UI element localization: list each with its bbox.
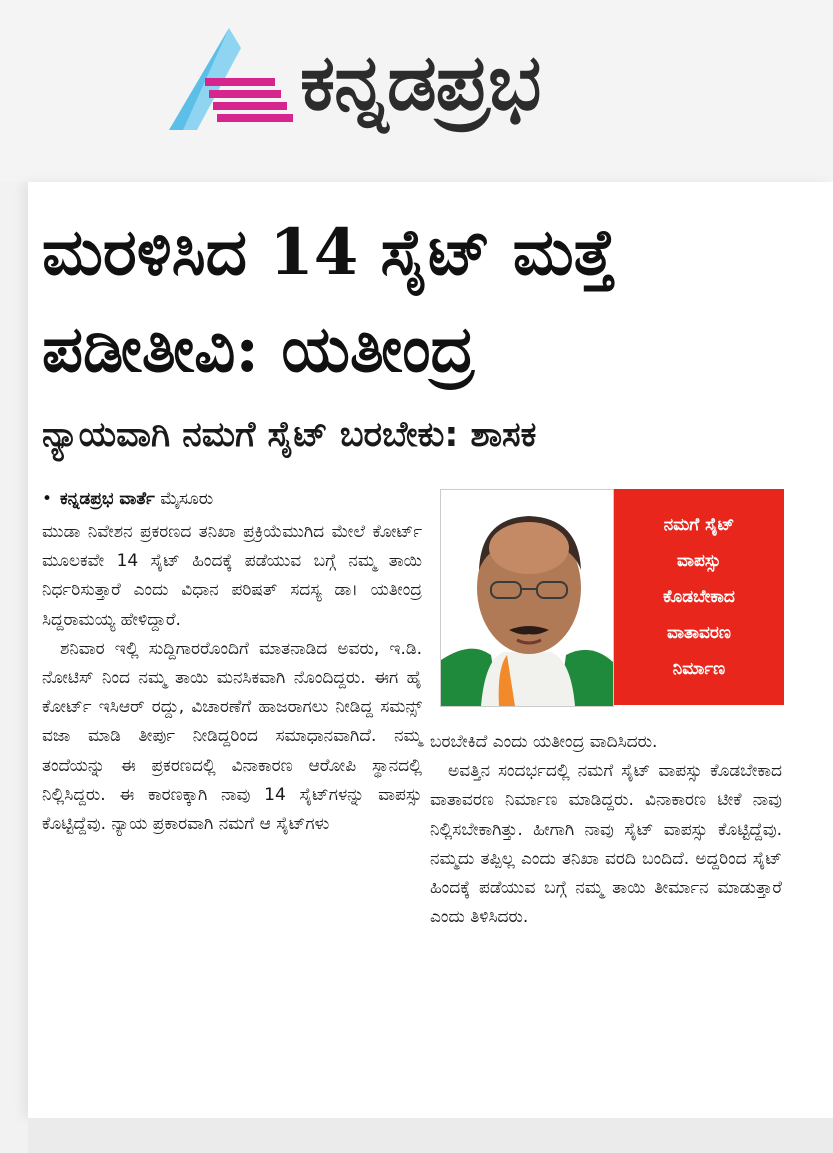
pullquote-box — [614, 489, 784, 705]
masthead-logo-text: ಕನ್ನಡಪ್ರಭ — [300, 38, 541, 128]
politician-portrait-photo — [440, 489, 614, 707]
paragraph: ಬರಬೇಕಿದೆ ಎಂದು ಯತೀಂದ್ರ ವಾದಿಸಿದರು. — [430, 732, 658, 752]
headline-line-1: ಮರಳಿಸಿದ 14 ಸೈಟ್ ಮತ್ತೆ — [42, 215, 616, 290]
byline-source: ಕನ್ನಡಪ್ರಭ ವಾರ್ತೆ — [60, 489, 155, 509]
pullquote-line: ನಮಗೆ ಸೈಟ್ — [663, 515, 735, 535]
article-column-1 — [42, 518, 422, 839]
paragraph: ಮುಡಾ ನಿವೇಶನ ಪ್ರಕರಣದ ತನಿಖಾ ಪ್ರಕ್ರಿಯೆಮುಗಿದ ಮೇಲೆ ಕೋರ್ಟ್ ಮೂಲಕವೇ 14 ಸೈಟ್ ಹಿಂದಕ್ಕೆ ಪಡೆಯುವ ಬಗ್ಗೆ ನಮ್ಮ ತಾಯಿ ನಿರ್ಧರಿಸುತ್ತಾರೆ ಎಂದು ವಿಧಾನ ಪರಿಷತ್ ಸದಸ್ಯ ಡಾ। ಯತೀಂದ್ರ ಸಿದ್ದರಾಮಯ್ಯ ಹೇಳಿದ್ದಾರೆ. — [42, 522, 422, 630]
portrait-image-icon — [441, 490, 613, 706]
pullquote-line: ನಿರ್ಮಾಣ — [672, 659, 726, 679]
headline-line-2: ಪಡೀತೀವಿ: ಯತೀಂದ್ರ — [42, 312, 475, 387]
clipping-bottom-shadow — [28, 1118, 833, 1153]
kannadaprabha-logo-icon — [165, 26, 293, 134]
byline-bullet: • — [42, 489, 53, 509]
byline-place: ಮೈಸೂರು — [160, 489, 214, 509]
pullquote-line: ವಾಪಸ್ಸು — [677, 551, 721, 571]
pullquote-line: ಕೊಡಬೇಕಾದ — [663, 587, 735, 607]
article-column-2 — [430, 728, 782, 932]
paragraph: ಅವತ್ತಿನ ಸಂದರ್ಭದಲ್ಲಿ ನಮಗೆ ಸೈಟ್ ವಾಪಸ್ಸು ಕೊಡಬೇಕಾದ ವಾತಾವರಣ ನಿರ್ಮಾಣ ಮಾಡಿದ್ದರು. ವಿನಾಕಾರಣ ಟೀಕೆ ನಾವು ನಿಲ್ಲಿಸಬೇಕಾಗಿತ್ತು. ಹೀಗಾಗಿ ನಾವು ಸೈಟ್ ವಾಪಸ್ಸು ಕೊಟ್ಟಿದ್ದೆವು. ನಮ್ಮದು ತಪ್ಪಿಲ್ಲ ಎಂದು ತನಿಖಾ ವರದಿ ಬಂದಿದೆ. ಅದ್ದರಿಂದ ಸೈಟ್ ಹಿಂದಕ್ಕೆ ಪಡೆಯುವ ಬಗ್ಗೆ ನಮ್ಮ ತಾಯಿ ತೀರ್ಮಾನ ಮಾಡುತ್ತಾರೆ ಎಂದು ತಿಳಿಸಿದರು. — [430, 761, 782, 928]
pullquote-line: ವಾತಾವರಣ — [667, 623, 731, 643]
subheadline: ನ್ಯಾಯವಾಗಿ ನಮಗೆ ಸೈಟ್ ಬರಬೇಕು: ಶಾಸಕ — [42, 415, 537, 455]
byline — [42, 484, 432, 514]
paragraph: ಶನಿವಾರ ಇಲ್ಲಿ ಸುದ್ದಿಗಾರರೊಂದಿಗೆ ಮಾತನಾಡಿದ ಅವರು, ಇ.ಡಿ. ನೋಟಿಸ್ ನಿಂದ ನಮ್ಮ ತಾಯಿ ಮನಸಿಕವಾಗಿ ನೊಂದಿದ್ದರು. ಈಗ ಹೈ ಕೋರ್ಟ್ ಇಸಿಆರ್ ರದ್ದು, ವಿಚಾರಣೆಗೆ ಹಾಜರಾಗಲು ನೀಡಿದ್ದ ಸಮನ್ಸ್ ವಜಾ ಮಾಡಿ ತೀರ್ಪು ನೀಡಿದ್ದರಿಂದ ಸಮಾಧಾನವಾಗಿದೆ. ನಮ್ಮ ತಂದೆಯನ್ನು ಈ ಪ್ರಕರಣದಲ್ಲಿ ವಿನಾಕಾರಣ ಆರೋಪಿ ಸ್ಥಾನದಲ್ಲಿ ನಿಲ್ಲಿಸಿದ್ದರು. ಈ ಕಾರಣಕ್ಕಾಗಿ ನಾವು 14 ಸೈಟ್‌ಗಳನ್ನು ವಾಪಸ್ಸು ಕೊಟ್ಟಿದ್ದೆವು. ನ್ಯಾಯ ಪ್ರಕಾರವಾಗಿ ನಮಗೆ ಆ ಸೈಟ್‌ಗಳು — [42, 638, 422, 835]
masthead — [0, 0, 833, 182]
